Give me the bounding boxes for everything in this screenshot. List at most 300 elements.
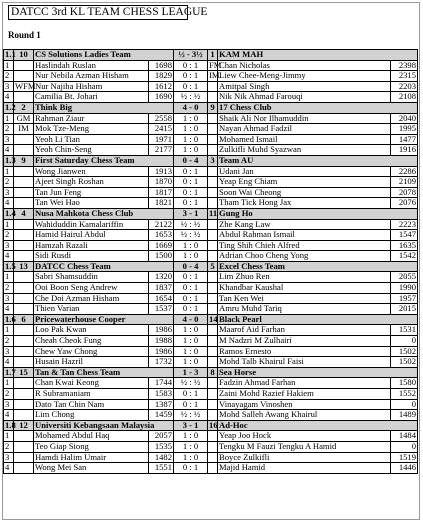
home-player-name: Ajeet Singh Roshan [34,177,149,188]
home-player-rating: 2415 [149,124,174,135]
home-player-name: Sabri Shamsuddin [34,272,149,283]
away-player-name: Zaini Mohd Razief Hakiem [218,389,391,400]
game-row [4,145,418,156]
home-team-name: Pricewaterhouse Cooper [34,314,174,325]
game-result: 0 : 1 [174,166,208,177]
away-player-title [208,452,218,463]
board-number: 2 [4,441,14,452]
game-result: 0 : 1 [174,187,208,198]
board-number: 4 [4,463,14,474]
away-player-rating: 1580 [391,378,418,389]
board-number: 1 [4,219,14,230]
board-number: 1 [4,166,14,177]
away-player-title [208,399,218,410]
home-player-rating: 1669 [149,240,174,251]
game-result: 0 : 1 [174,399,208,410]
away-player-rating: 2203 [391,81,418,92]
home-player-rating: 1537 [149,304,174,315]
home-player-name: Hamdi Halim Umair [34,452,149,463]
game-row [4,198,418,209]
game-result: 0 : 1 [174,389,208,400]
board-number: 3 [4,81,14,92]
match-score: 3 - 1 [174,208,208,219]
home-player-name: Yeoh Chin-Seng [34,145,149,156]
match-score: 4 - 0 [174,102,208,113]
away-team-number: 8 [208,367,218,378]
home-player-title [14,240,34,251]
home-player-rating: 2558 [149,113,174,124]
away-player-rating: 2108 [391,92,418,103]
away-player-rating: 1957 [391,293,418,304]
home-player-rating: 1732 [149,357,174,368]
game-row [4,187,418,198]
game-result: ½ : ½ [174,378,208,389]
away-player-name: Vinayagam Vinoshen [218,399,391,410]
home-player-title [14,219,34,230]
game-row [4,81,418,92]
away-team-name: Ad-Hoc [218,420,418,431]
board-number: 1 [4,113,14,124]
board-number: 2 [4,124,14,135]
away-player-title [208,463,218,474]
away-player-name: Tengku M Fauzi Tengku A Hamid [218,441,391,452]
home-team-number: 6 [14,314,34,325]
home-player-title [14,357,34,368]
home-player-title [14,177,34,188]
away-player-title [208,441,218,452]
game-row [4,60,418,71]
home-player-name: Ooi Boon Seng Andrew [34,283,149,294]
away-player-rating: 1489 [391,410,418,421]
game-result: 1 : 0 [174,336,208,347]
home-player-name: Hamzah Razali [34,240,149,251]
away-player-title [208,378,218,389]
game-result: 1 : 0 [174,113,208,124]
home-player-rating: 1583 [149,389,174,400]
away-player-name: Ting Shih Chieh Alfred [218,240,391,251]
home-player-title [14,251,34,262]
game-result: 0 : 1 [174,60,208,71]
board-number: 1 [4,272,14,283]
board-number: 1 [4,378,14,389]
home-player-title [14,325,34,336]
away-team-name: Gung Ho [218,208,418,219]
game-row [4,283,418,294]
away-player-name: Soon Wai Cheong [218,187,391,198]
away-player-rating: 1995 [391,124,418,135]
home-player-name: Nur Najiha Hisham [34,81,149,92]
home-player-title [14,431,34,442]
away-player-rating: 0 [391,441,418,452]
game-result: 0 : 1 [174,293,208,304]
board-number: 3 [4,134,14,145]
away-team-number: 16 [209,419,218,430]
home-player-name: Camilia Bt. Johari [34,92,149,103]
away-player-title [208,325,218,336]
away-player-name: Fadzin Ahmad Farhan [218,378,391,389]
board-number: 1 [4,431,14,442]
game-result: 0 : 1 [174,198,208,209]
away-player-title: IM [209,70,220,81]
away-player-title [208,240,218,251]
away-player-name: Zulkifli Muhd Syazwan [218,145,391,156]
home-player-title [14,346,34,357]
home-player-rating: 1551 [149,463,174,474]
away-player-rating: 0 [391,336,418,347]
home-player-title [14,410,34,421]
home-player-title [14,134,34,145]
home-player-rating: 1320 [149,272,174,283]
game-row [4,177,418,188]
match-board-number: 1.5 [5,260,16,271]
home-team-number: 2 [14,102,34,113]
pairings-table [3,49,418,474]
board-number: 4 [4,304,14,315]
game-result: 1 : 0 [174,325,208,336]
away-player-rating: 1547 [391,230,418,241]
away-player-rating: 2223 [391,219,418,230]
away-player-title [208,346,218,357]
board-number: 2 [4,71,14,82]
away-player-title [208,166,218,177]
home-team-name: Nusa Mahkota Chess Club [34,208,174,219]
match-header-row [4,155,418,166]
home-player-rating: 1459 [149,410,174,421]
home-player-title: IM [14,124,34,135]
home-player-title [14,441,34,452]
match-score: ½ - 3½ [174,50,208,61]
away-player-name: Mohd Salleh Awang Khairul [218,410,391,421]
away-player-name: Liew Chee-Meng-Jimmy [218,71,391,82]
away-player-rating: 2015 [391,304,418,315]
match-header-row [4,261,418,272]
away-player-title [208,230,218,241]
away-player-title [208,198,218,209]
home-team-number: 4 [14,208,34,219]
away-player-title [208,81,218,92]
home-player-rating: 1690 [149,92,174,103]
away-player-rating: 1916 [391,145,418,156]
game-row [4,113,418,124]
away-player-rating: 2040 [391,113,418,124]
game-result: 1 : 0 [174,134,208,145]
home-player-rating: 1870 [149,177,174,188]
match-board-number: 1.8 [5,419,16,430]
home-player-title [14,198,34,209]
home-player-rating: 1482 [149,452,174,463]
home-player-name: Wahiduddin Kamalariffin [34,219,149,230]
home-player-title [14,272,34,283]
game-result: ½ : ½ [174,410,208,421]
match-header-row [4,420,418,431]
home-player-title [14,463,34,474]
home-player-rating: 1387 [149,399,174,410]
game-row [4,431,418,442]
away-team-number: 1 [208,50,218,61]
game-result: 1 : 0 [174,431,208,442]
away-player-rating: 1446 [391,463,418,474]
away-team-name: Sea Horse [218,367,418,378]
home-player-name: Wong Mei San [34,463,149,474]
home-player-rating: 1986 [149,346,174,357]
home-player-rating: 1500 [149,251,174,262]
home-team-name: CS Solutions Ladies Team [34,50,174,61]
game-row [4,92,418,103]
board-number: 1 [4,325,14,336]
board-number: 2 [4,230,14,241]
game-row [4,272,418,283]
board-number: 4 [4,357,14,368]
home-player-name: Tan Jun Feng [34,187,149,198]
home-player-name: Chew Yaw Chong [34,346,149,357]
match-score: 0 - 4 [174,155,208,166]
board-number: 2 [4,177,14,188]
away-player-title [208,124,218,135]
home-player-name: Dato Tan Chin Nam [34,399,149,410]
away-player-rating: 2055 [391,272,418,283]
game-result: 1 : 0 [174,452,208,463]
home-player-name: Chan Kwai Keong [34,378,149,389]
away-player-name: M Nadzri M Zulhairi [218,336,391,347]
home-player-name: Teo Giap Siong [34,441,149,452]
game-result: 1 : 0 [174,251,208,262]
board-number: 3 [4,187,14,198]
home-player-name: Husain Hazril [34,357,149,368]
home-player-name: Haslindah Ruslan [34,60,149,71]
game-row [4,378,418,389]
board-number: 3 [4,452,14,463]
home-player-rating: 1986 [149,325,174,336]
away-player-rating: 2109 [391,177,418,188]
game-row [4,357,418,368]
away-player-name: Maarof Aid Farhan [218,325,391,336]
away-player-name: Yeap Eng Chiam [218,177,391,188]
home-player-title [14,389,34,400]
home-player-title: WFM [15,80,36,91]
home-player-title [14,378,34,389]
game-row [4,410,418,421]
match-score: 0 - 4 [174,261,208,272]
away-team-name: 17 Chess Club [218,102,418,113]
away-player-rating: 1635 [391,240,418,251]
home-team-name: Think Big [34,102,174,113]
home-player-title [14,71,34,82]
away-player-title [208,187,218,198]
home-player-name: Rahman Ziaur [34,113,149,124]
home-player-rating: 2057 [149,431,174,442]
away-player-title [208,145,218,156]
game-row [4,336,418,347]
board-number: 3 [4,240,14,251]
match-board-number: 1.1 [5,49,16,59]
game-result: ½ : ½ [174,92,208,103]
away-player-name: Shaik Ali Nor Ilhamuddin [218,113,391,124]
home-player-rating: 1698 [149,60,174,71]
away-player-rating: 1552 [391,389,418,400]
board-number: 2 [4,283,14,294]
game-row [4,251,418,262]
spreadsheet-sheet [2,2,420,520]
away-player-rating: 2078 [391,187,418,198]
home-player-rating: 1612 [149,81,174,92]
game-result: 0 : 1 [174,71,208,82]
home-player-title: GM [14,113,34,124]
game-row [4,325,418,336]
game-result: 1 : 0 [174,346,208,357]
home-player-rating: 1829 [149,71,174,82]
home-player-rating: 2177 [149,145,174,156]
away-player-name: Chan Nicholas [218,60,391,71]
home-player-name: R Subramaniam [34,389,149,400]
game-row [4,463,418,474]
home-player-name: Wong Jianwen [34,166,149,177]
home-player-name: Yeoh Li Tian [34,134,149,145]
away-player-title [208,336,218,347]
away-player-name: Khandbar Kaushal [218,283,391,294]
away-player-name: Tan Ken Wei [218,293,391,304]
match-header-row [4,314,418,325]
game-row [4,346,418,357]
away-player-title [208,134,218,145]
away-player-title: FM [209,59,222,70]
game-result: 1 : 0 [174,124,208,135]
game-row [4,304,418,315]
away-player-rating: 1519 [391,452,418,463]
away-player-title [208,304,218,315]
away-player-title [208,113,218,124]
board-number: 4 [4,92,14,103]
away-player-rating: 1477 [391,134,418,145]
home-player-name: Lim Chong [34,410,149,421]
home-team-name: Universiti Kebangsaan Malaysia [34,420,174,431]
home-team-name: First Saturday Chess Team [34,155,174,166]
home-player-name: Mohamed Abdul Haq [34,431,149,442]
away-team-number: 14 [209,313,218,324]
home-player-rating: 1654 [149,293,174,304]
home-player-title [14,452,34,463]
away-player-name: Yeap Joo Hock [218,431,391,442]
home-player-rating: 1971 [149,134,174,145]
home-player-title [14,145,34,156]
away-player-name: Amru Muhd Tariq [218,304,391,315]
away-player-rating: 2398 [391,60,418,71]
away-team-number: 11 [209,207,218,218]
game-result: 0 : 1 [174,463,208,474]
away-player-rating: 1502 [391,346,418,357]
away-player-title [208,431,218,442]
game-result: 1 : 0 [174,441,208,452]
board-number: 4 [4,410,14,421]
game-row [4,293,418,304]
match-score: 4 - 0 [174,314,208,325]
home-player-rating: 1913 [149,166,174,177]
home-team-name: DATCC Chess Team [34,261,174,272]
home-player-rating: 1821 [149,198,174,209]
away-player-title [208,251,218,262]
game-result: ½ : ½ [174,230,208,241]
away-player-rating: 2286 [391,166,418,177]
away-team-number: 3 [208,155,218,166]
away-player-rating: 1531 [391,325,418,336]
game-result: 0 : 1 [174,81,208,92]
game-result: 1 : 0 [174,240,208,251]
home-player-rating: 1837 [149,283,174,294]
game-row [4,240,418,251]
home-player-rating: 2122 [149,219,174,230]
league-title: DATCC 3rd KL TEAM CHESS LEAGUE [8,5,188,20]
home-player-rating: 1988 [149,336,174,347]
home-player-name: Che Doi Azman Hisham [34,293,149,304]
away-player-rating: 1990 [391,283,418,294]
game-result: 0 : 1 [174,272,208,283]
away-player-rating: 2315 [391,71,418,82]
game-result: 1 : 0 [174,145,208,156]
game-result: 0 : 1 [174,283,208,294]
home-player-name: Cheah Cheok Fung [34,336,149,347]
game-row [4,399,418,410]
home-team-number: 13 [14,261,34,272]
away-player-title [208,177,218,188]
home-team-number: 10 [14,50,34,61]
away-player-name: Nayan Ahmad Fadzil [218,124,391,135]
home-player-rating: 1653 [149,230,174,241]
match-board-number: 1.3 [5,154,16,165]
home-player-title [14,60,34,71]
home-team-number: 12 [14,420,34,431]
match-header-row [4,50,418,61]
away-player-name: Zhe Kang Law [218,219,391,230]
home-player-name: Tan Wei Hao [34,198,149,209]
match-score: 3 - 1 [174,420,208,431]
game-result: ½ : ½ [174,219,208,230]
game-row [4,389,418,400]
away-player-rating: 1542 [391,251,418,262]
home-team-number: 9 [14,155,34,166]
game-row [4,166,418,177]
match-board-number: 1.7 [5,366,16,377]
round-label: Round 1 [8,30,41,40]
away-player-name: Udani Jan [218,166,391,177]
away-player-title [208,293,218,304]
away-player-title [208,357,218,368]
away-player-name: Majid Hamid [218,463,391,474]
away-player-name: Mohd Talb Khairul Faisi [218,357,391,368]
game-row [4,71,418,82]
match-header-row [4,367,418,378]
board-number: 3 [4,293,14,304]
match-board-number: 1.2 [5,101,16,112]
board-number: 4 [4,145,14,156]
game-result: 1 : 0 [174,357,208,368]
game-row [4,219,418,230]
away-player-title [208,389,218,400]
away-player-name: Amitpal Singh [218,81,391,92]
home-player-rating: 1744 [149,378,174,389]
board-number: 1 [4,60,14,71]
away-player-rating: 0 [391,399,418,410]
home-team-name: Tan & Tan Chess Team [34,367,174,378]
away-player-name: Tham Tick Hong Jax [218,198,391,209]
board-number: 4 [4,198,14,209]
board-number: 4 [4,251,14,262]
home-player-title [14,187,34,198]
home-player-title [14,283,34,294]
game-row [4,441,418,452]
away-player-name: Nik Nik Ahmad Farouqi [218,92,391,103]
away-player-name: Abdul Rahman Ismail [218,230,391,241]
home-player-name: Loo Pak Kwan [34,325,149,336]
home-player-title [14,293,34,304]
